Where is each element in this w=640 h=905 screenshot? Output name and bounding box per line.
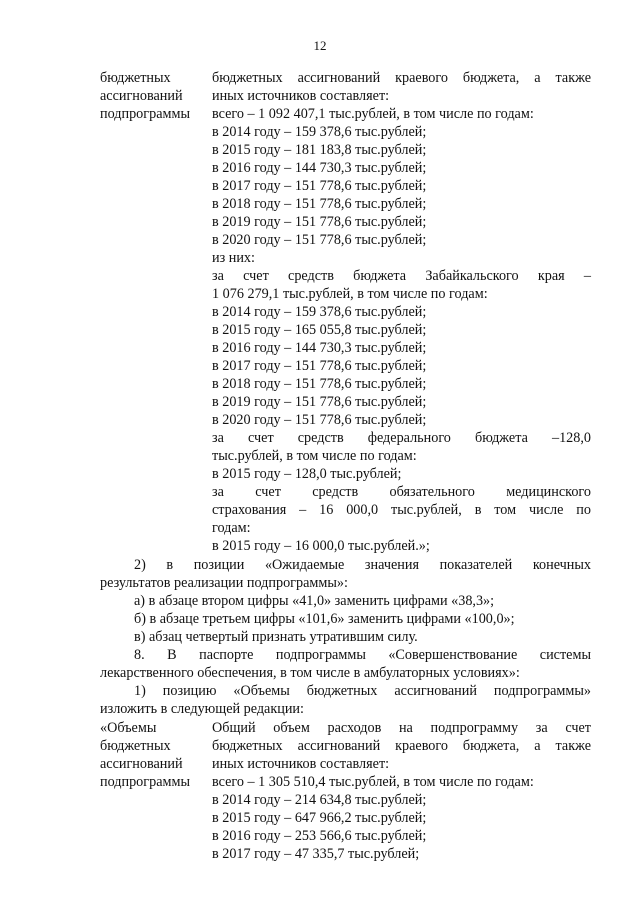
text-line: в 2019 году – 151 778,6 тыс.рублей; xyxy=(212,214,427,230)
paragraph-line: результатов реализации подпрограммы»: xyxy=(100,575,348,591)
text-line: иных источников составляет: xyxy=(212,88,390,104)
paragraph-line: изложить в следующей редакции: xyxy=(100,701,304,717)
paragraph-line: б) в абзаце третьем цифры «101,6» заменить цифрами «100,0»; xyxy=(134,611,515,627)
text-line: в 2017 году – 151 778,6 тыс.рублей; xyxy=(212,178,427,194)
text-line: за счет средств бюджета Забайкальского края – xyxy=(212,268,591,284)
label-line: бюджетных xyxy=(100,70,171,86)
text-line: в 2014 году – 214 634,8 тыс.рублей; xyxy=(212,792,427,808)
paragraph-line: а) в абзаце втором цифры «41,0» заменить цифрами «38,3»; xyxy=(134,593,495,609)
text-line: бюджетных ассигнований краевого бюджета, а также xyxy=(212,70,591,86)
text-line: в 2019 году – 151 778,6 тыс.рублей; xyxy=(212,394,427,410)
text-line: всего – 1 305 510,4 тыс.рублей, в том числе по годам: xyxy=(212,774,534,790)
text-line: тыс.рублей, в том числе по годам: xyxy=(212,448,417,464)
text-line: в 2020 году – 151 778,6 тыс.рублей; xyxy=(212,232,427,248)
paragraph-line: 1) позицию «Объемы бюджетных ассигнований подпрограммы» xyxy=(134,683,591,699)
text-line: Общий объем расходов на подпрограмму за счет xyxy=(212,720,591,736)
paragraph-line: 2) в позиции «Ожидаемые значения показателей конечных xyxy=(134,557,591,573)
paragraph-line: в) абзац четвертый признать утратившим силу. xyxy=(134,629,418,645)
text-line: в 2018 году – 151 778,6 тыс.рублей; xyxy=(212,196,427,212)
text-line: в 2014 году – 159 378,6 тыс.рублей; xyxy=(212,304,427,320)
text-line: в 2015 году – 647 966,2 тыс.рублей; xyxy=(212,810,427,826)
text-line: в 2018 году – 151 778,6 тыс.рублей; xyxy=(212,376,427,392)
text-line: в 2015 году – 16 000,0 тыс.рублей.»; xyxy=(212,538,430,554)
text-line: иных источников составляет: xyxy=(212,756,390,772)
text-line: в 2015 году – 128,0 тыс.рублей; xyxy=(212,466,402,482)
text-line: из них: xyxy=(212,250,255,266)
label-line: «Объемы xyxy=(100,720,157,736)
text-line: годам: xyxy=(212,520,251,536)
text-line: в 2017 году – 47 335,7 тыс.рублей; xyxy=(212,846,420,862)
text-line: за счет средств обязательного медицинского xyxy=(212,484,591,500)
label-line: ассигнований xyxy=(100,88,183,104)
text-line: за счет средств федерального бюджета –128,0 xyxy=(212,430,591,446)
text-line: в 2015 году – 165 055,8 тыс.рублей; xyxy=(212,322,427,338)
text-line: в 2015 году – 181 183,8 тыс.рублей; xyxy=(212,142,427,158)
text-line: в 2020 году – 151 778,6 тыс.рублей; xyxy=(212,412,427,428)
page-number: 12 xyxy=(313,38,327,53)
paragraph-line: 8. В паспорте подпрограммы «Совершенствование системы xyxy=(134,647,591,663)
label-line: бюджетных xyxy=(100,738,171,754)
label-line: ассигнований xyxy=(100,756,183,772)
text-line: бюджетных ассигнований краевого бюджета, а также xyxy=(212,738,591,754)
text-line: в 2014 году – 159 378,6 тыс.рублей; xyxy=(212,124,427,140)
label-line: подпрограммы xyxy=(100,774,190,790)
paragraph-line: лекарственного обеспечения, в том числе в амбулаторных условиях»: xyxy=(100,665,520,681)
text-line: в 2017 году – 151 778,6 тыс.рублей; xyxy=(212,358,427,374)
label-line: подпрограммы xyxy=(100,106,190,122)
text-line: в 2016 году – 253 566,6 тыс.рублей; xyxy=(212,828,427,844)
text-line: в 2016 году – 144 730,3 тыс.рублей; xyxy=(212,340,427,356)
text-line: в 2016 году – 144 730,3 тыс.рублей; xyxy=(212,160,427,176)
text-line: всего – 1 092 407,1 тыс.рублей, в том числе по годам: xyxy=(212,106,534,122)
text-line: 1 076 279,1 тыс.рублей, в том числе по годам: xyxy=(212,286,488,302)
text-line: страхования – 16 000,0 тыс.рублей, в том числе по xyxy=(212,502,591,518)
